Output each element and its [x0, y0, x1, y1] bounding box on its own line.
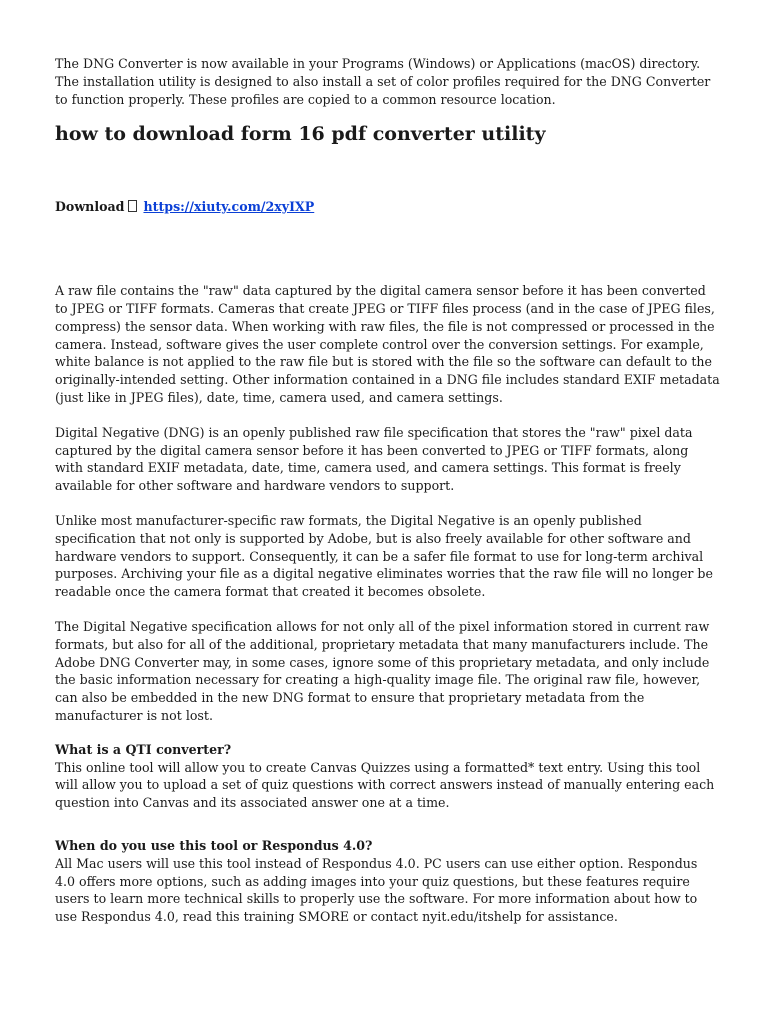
qa-section-qti [55, 741, 720, 812]
page-title: how to download form 16 pdf converter utility [55, 123, 546, 146]
intro-paragraph: The DNG Converter is now available in your Programs (Windows) or Applications (macOS) directory. The installation utility is designed to also install a set of color profiles required for the DNG Converter to function properly. These profiles are copied to a common resource location. [55, 56, 711, 107]
body-paragraph-unlike: Unlike most manufacturer-specific raw formats, the Digital Negative is an openly published specification that not only is supported by Adobe, but is also freely available for other software and hardware vendors to support. Consequently, it can be a safer file format to use for long-term archival purposes. Archiving your file as a digital negative eliminates worries that the raw file will no longer be readable once the camera format that created it becomes obsolete. [55, 512, 713, 600]
qa-section-respondus [55, 837, 720, 926]
download-arrow-icon [128, 200, 137, 212]
question-heading: When do you use this tool or Respondus 4.0? [55, 837, 373, 853]
document-page [55, 55, 720, 926]
download-link[interactable]: https://xiuty.com/2xyIXP [143, 199, 315, 215]
body-paragraph-specification: The Digital Negative specification allows for not only all of the pixel information stored in current raw formats, but also for all of the additional, proprietary metadata that many manufacturers include. The Adobe DNG Converter may, in some cases, ignore some of this proprietary metadata, and only include the basic information necessary for creating a high-quality image file. The original raw file, however, can also be embedded in the new DNG format to ensure that proprietary metadata from the manufacturer is not lost. [55, 618, 710, 723]
body-paragraph-dng: Digital Negative (DNG) is an openly published raw file specification that stores the "raw" pixel data captured by the digital camera sensor before it has been converted to JPEG or TIFF formats, along with standard EXIF metadata, date, time, camera used, and camera settings. This format is freely available for other software and hardware vendors to support. [55, 424, 693, 494]
answer-paragraph: All Mac users will use this tool instead of Respondus 4.0. PC users can use either option. Respondus 4.0 offers more options, such as adding images into your quiz questions, but these features require users to learn more technical skills to properly use the software. For more information about how to use Respondus 4.0, read this training SMORE or contact nyit.edu/itshelp for assistance. [55, 855, 698, 925]
question-heading: What is a QTI converter? [55, 741, 232, 757]
download-line [55, 198, 720, 216]
answer-paragraph: This online tool will allow you to create Canvas Quizzes using a formatted* text entry. Using this tool will allow you to upload a set of quiz questions with correct answers instead of manually entering each question into Canvas and its associated answer one at a time. [55, 759, 715, 811]
download-label: Download [55, 199, 125, 215]
body-paragraph-raw-file: A raw file contains the "raw" data captured by the digital camera sensor before it has been converted to JPEG or TIFF formats. Cameras that create JPEG or TIFF files process (and in the case of JPEG files, compress) the sensor data. When working with raw files, the file is not compressed or processed in the camera. Instead, software gives the user complete control over the conversion settings. For example, white balance is not applied to the raw file but is stored with the file so the software can default to the originally-intended setting. Other information contained in a DNG file includes standard EXIF metadata (just like in JPEG files), date, time, camera used, and camera settings. [55, 283, 720, 405]
